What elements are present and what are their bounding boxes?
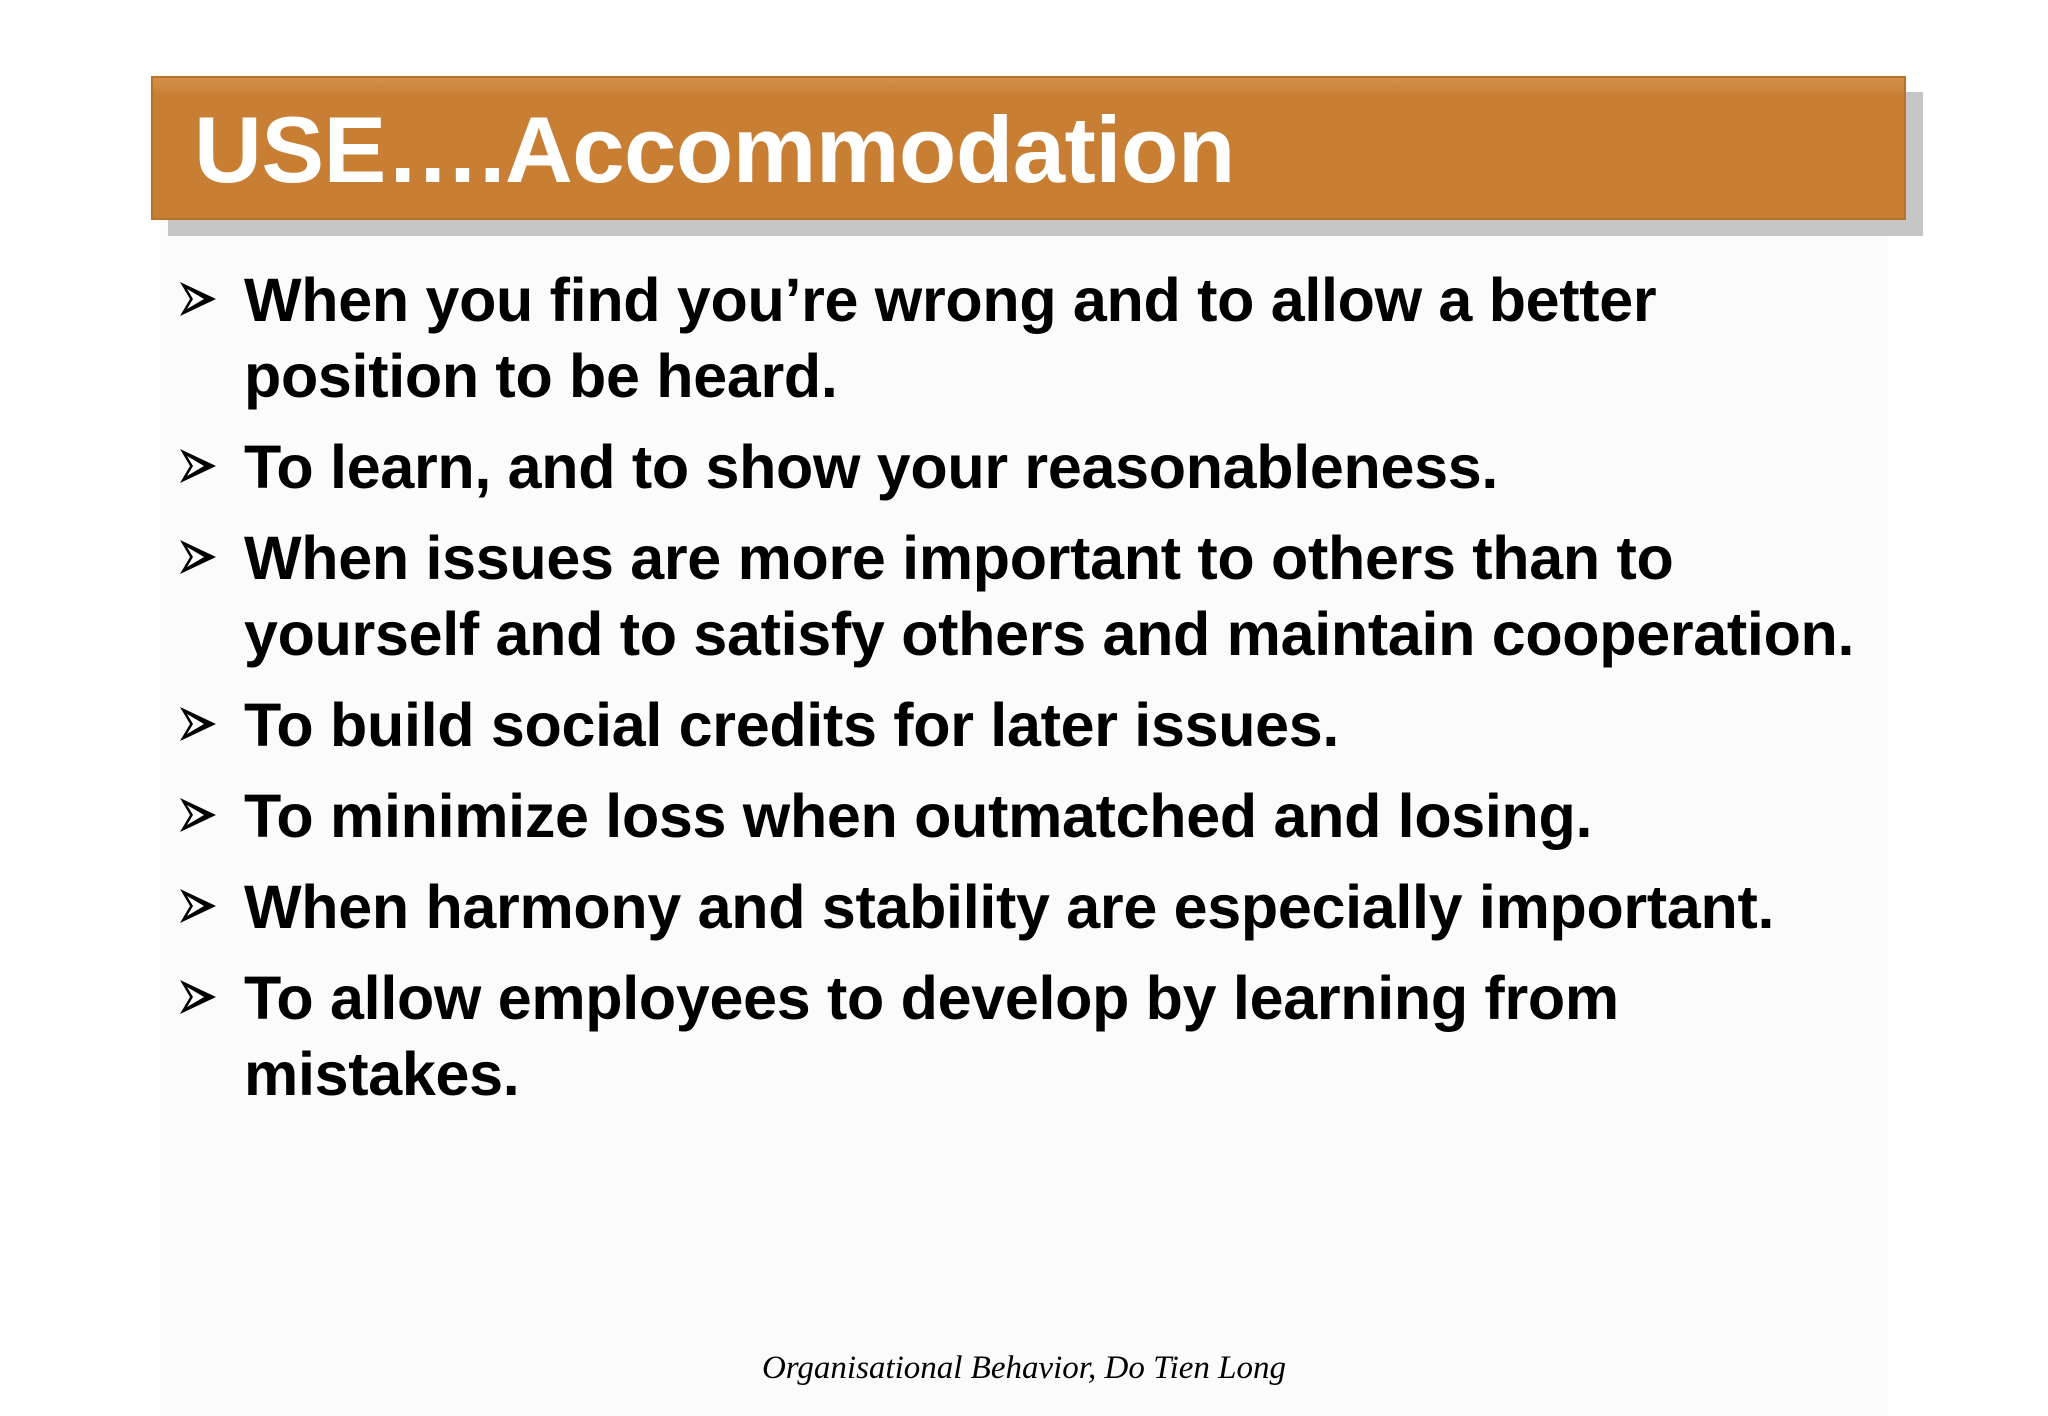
arrowhead-bullet-icon: [172, 972, 222, 1022]
arrowhead-bullet-icon: [172, 532, 222, 582]
bullet-item: [172, 960, 1892, 1112]
arrowhead-bullet-icon: [172, 790, 222, 840]
bullet-item: [172, 262, 1892, 414]
bullet-item: [172, 429, 1892, 505]
arrowhead-bullet-icon: [172, 274, 222, 324]
arrowhead-bullet-icon: [172, 441, 222, 491]
bullet-item: [172, 687, 1892, 763]
bullet-text: To learn, and to show your reasonableness.: [244, 433, 1499, 501]
bullet-text: When issues are more important to others than to yourself and to satisfy others and maintain cooperation.: [244, 524, 1855, 668]
bullet-item: [172, 520, 1892, 672]
bullet-text: To allow employees to develop by learning from mistakes.: [244, 964, 1619, 1108]
bullet-text: To build social credits for later issues.: [244, 691, 1340, 759]
bullet-list: [172, 262, 1892, 1127]
bullet-text: When you find you’re wrong and to allow a better position to be heard.: [244, 266, 1657, 410]
title-bar: [151, 76, 1906, 220]
arrowhead-bullet-icon: [172, 881, 222, 931]
bullet-text: To minimize loss when outmatched and losing.: [244, 782, 1593, 850]
arrowhead-bullet-icon: [172, 699, 222, 749]
slide-footer: Organisational Behavior, Do Tien Long: [761, 1350, 1287, 1386]
bullet-item: [172, 778, 1892, 854]
bullet-text: When harmony and stability are especially important.: [244, 873, 1775, 941]
bullet-item: [172, 869, 1892, 945]
slide-title: USE….Accommodation: [194, 97, 1235, 202]
